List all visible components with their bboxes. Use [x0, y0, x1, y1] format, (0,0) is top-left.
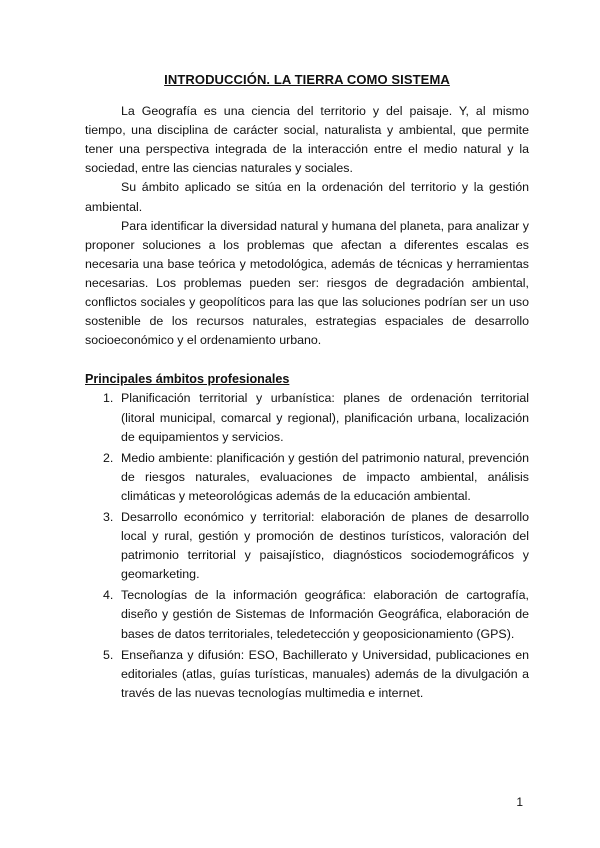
document-title: INTRODUCCIÓN. LA TIERRA COMO SISTEMA — [164, 72, 450, 87]
list-item — [85, 586, 529, 643]
list-item-number: 3. — [103, 509, 114, 524]
page-number: 1 — [516, 795, 523, 809]
document-page — [85, 70, 529, 705]
intro-paragraph-1: La Geografía es una ciencia del territorio y del paisaje. Y, al mismo tiempo, una disciplina de carácter social, naturalista y ambiental, que permite tener una perspectiva integrada de la interacción entre el medio natural y la sociedad, entre las ciencias naturales y sociales. — [85, 104, 529, 176]
list-item-number: 2. — [103, 450, 114, 465]
list-item-number: 4. — [103, 588, 114, 603]
list-item-text: Tecnologías de la información geográfica: elaboración de cartografía, diseño y gestión de Sistemas de Información Geográfica, elaboración de bases de datos territoriales, teledetección y geoposicionamiento (GPS). — [121, 588, 529, 641]
list-item-text: Medio ambiente: planificación y gestión del patrimonio natural, prevención de riesgos naturales, evaluaciones de impacto ambiental, análisis climáticas y meteorológicas además de la educación ambiental. — [121, 450, 529, 503]
list-item — [85, 449, 529, 506]
list-item — [85, 389, 529, 446]
list-item-number: 5. — [103, 647, 114, 662]
section-heading: Principales ámbitos profesionales — [85, 372, 290, 387]
list-item-text: Enseñanza y difusión: ESO, Bachillerato y Universidad, publicaciones en editoriales (atlas, guías turísticas, manuales) además de la divulgación a través de las nuevas tecnologías multimedia e internet. — [121, 647, 529, 700]
intro-paragraph-2: Su ámbito aplicado se sitúa en la ordenación del territorio y la gestión ambiental. — [85, 180, 529, 214]
intro-paragraph-3: Para identificar la diversidad natural y humana del planeta, para analizar y proponer soluciones a los problemas que afectan a diferentes escalas es necesaria una base teórica y metodológica, además de técnicas y herramientas necesarias. Los problemas pueden ser: riesgos de degradación ambiental, conflictos sociales y geopolíticos para las que las soluciones podrían ser un uso sostenible de los recursos naturales, estrategias espaciales de desarrollo socioeconómico y el ordenamiento urbano. — [85, 218, 529, 348]
list-item-text: Desarrollo económico y territorial: elaboración de planes de desarrollo local y rural, gestión y promoción de destinos turísticos, valoración del patrimonio territorial y paisajístico, diagnósticos sociodemográficos y geomarketing. — [121, 509, 529, 582]
list-item — [85, 646, 529, 703]
professional-areas-list — [85, 389, 529, 703]
list-item-number: 1. — [103, 391, 114, 406]
list-item-text: Planificación territorial y urbanística: planes de ordenación territorial (litoral municipal, comarcal y regional), planificación urbana, localización de equipamientos y servicios. — [121, 391, 529, 444]
list-item — [85, 508, 529, 584]
